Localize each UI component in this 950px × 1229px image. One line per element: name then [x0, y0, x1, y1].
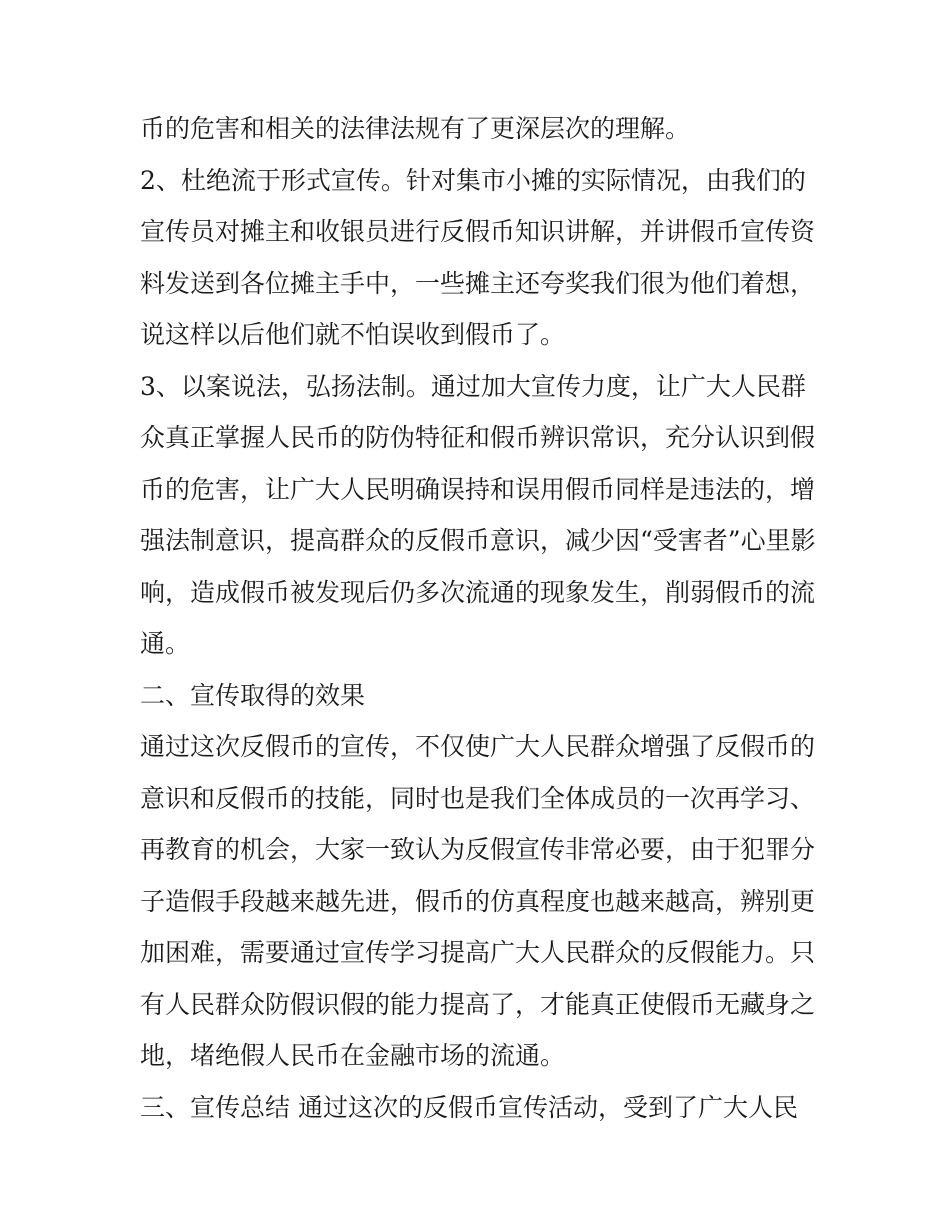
text-line: 说这样以后他们就不怕误收到假币了。	[140, 320, 566, 349]
text-line: 3、以案说法，弘扬法制。通过加大宣传力度，让广大人民群	[140, 371, 806, 401]
document-body	[140, 103, 820, 1133]
text-line: 响，造成假币被发现后仍多次流通的现象发生，削弱假币的流	[140, 577, 816, 607]
text-line: 币的危害和相关的法律法规有了更深层次的理解。	[140, 114, 691, 143]
text-line: 宣传员对摊主和收银员进行反假币知识讲解，并讲假币宣传资	[140, 217, 816, 246]
text-line: 众真正掌握人民币的防伪特征和假币辨识常识，充分认识到假	[140, 423, 816, 452]
section-heading: 二、宣传取得的效果	[140, 680, 366, 710]
text-line: 有人民群众防假识假的能力提高了，才能真正使假币无藏身之	[140, 989, 816, 1019]
text-line: 通。	[140, 629, 191, 658]
text-line: 加困难，需要通过宣传学习提高广大人民群众的反假能力。只	[140, 938, 816, 967]
text-line: 通过这次反假币的宣传，不仅使广大人民群众增强了反假币的	[140, 732, 816, 761]
section-heading: 三、宣传总结 通过这次的反假币宣传活动，受到了广大人民	[140, 1092, 798, 1122]
text-line: 意识和反假币的技能，同时也是我们全体成员的一次再学习、	[140, 783, 816, 813]
text-line: 子造假手段越来越先进，假币的仿真程度也越来越高，辨别更	[140, 886, 816, 916]
text-line: 料发送到各位摊主手中，一些摊主还夸奖我们很为他们着想，	[140, 268, 816, 298]
text-line: 2、杜绝流于形式宣传。针对集市小摊的实际情况，由我们的	[140, 165, 806, 195]
text-line: 地，堵绝假人民币在金融市场的流通。	[140, 1041, 566, 1070]
text-line: 再教育的机会，大家一致认为反假宣传非常必要，由于犯罪分	[140, 835, 816, 864]
text-line: 币的危害，让广大人民明确误持和误用假币同样是违法的，增	[140, 474, 816, 504]
text-line: 强法制意识，提高群众的反假币意识，减少因“受害者”心里影	[140, 526, 816, 555]
